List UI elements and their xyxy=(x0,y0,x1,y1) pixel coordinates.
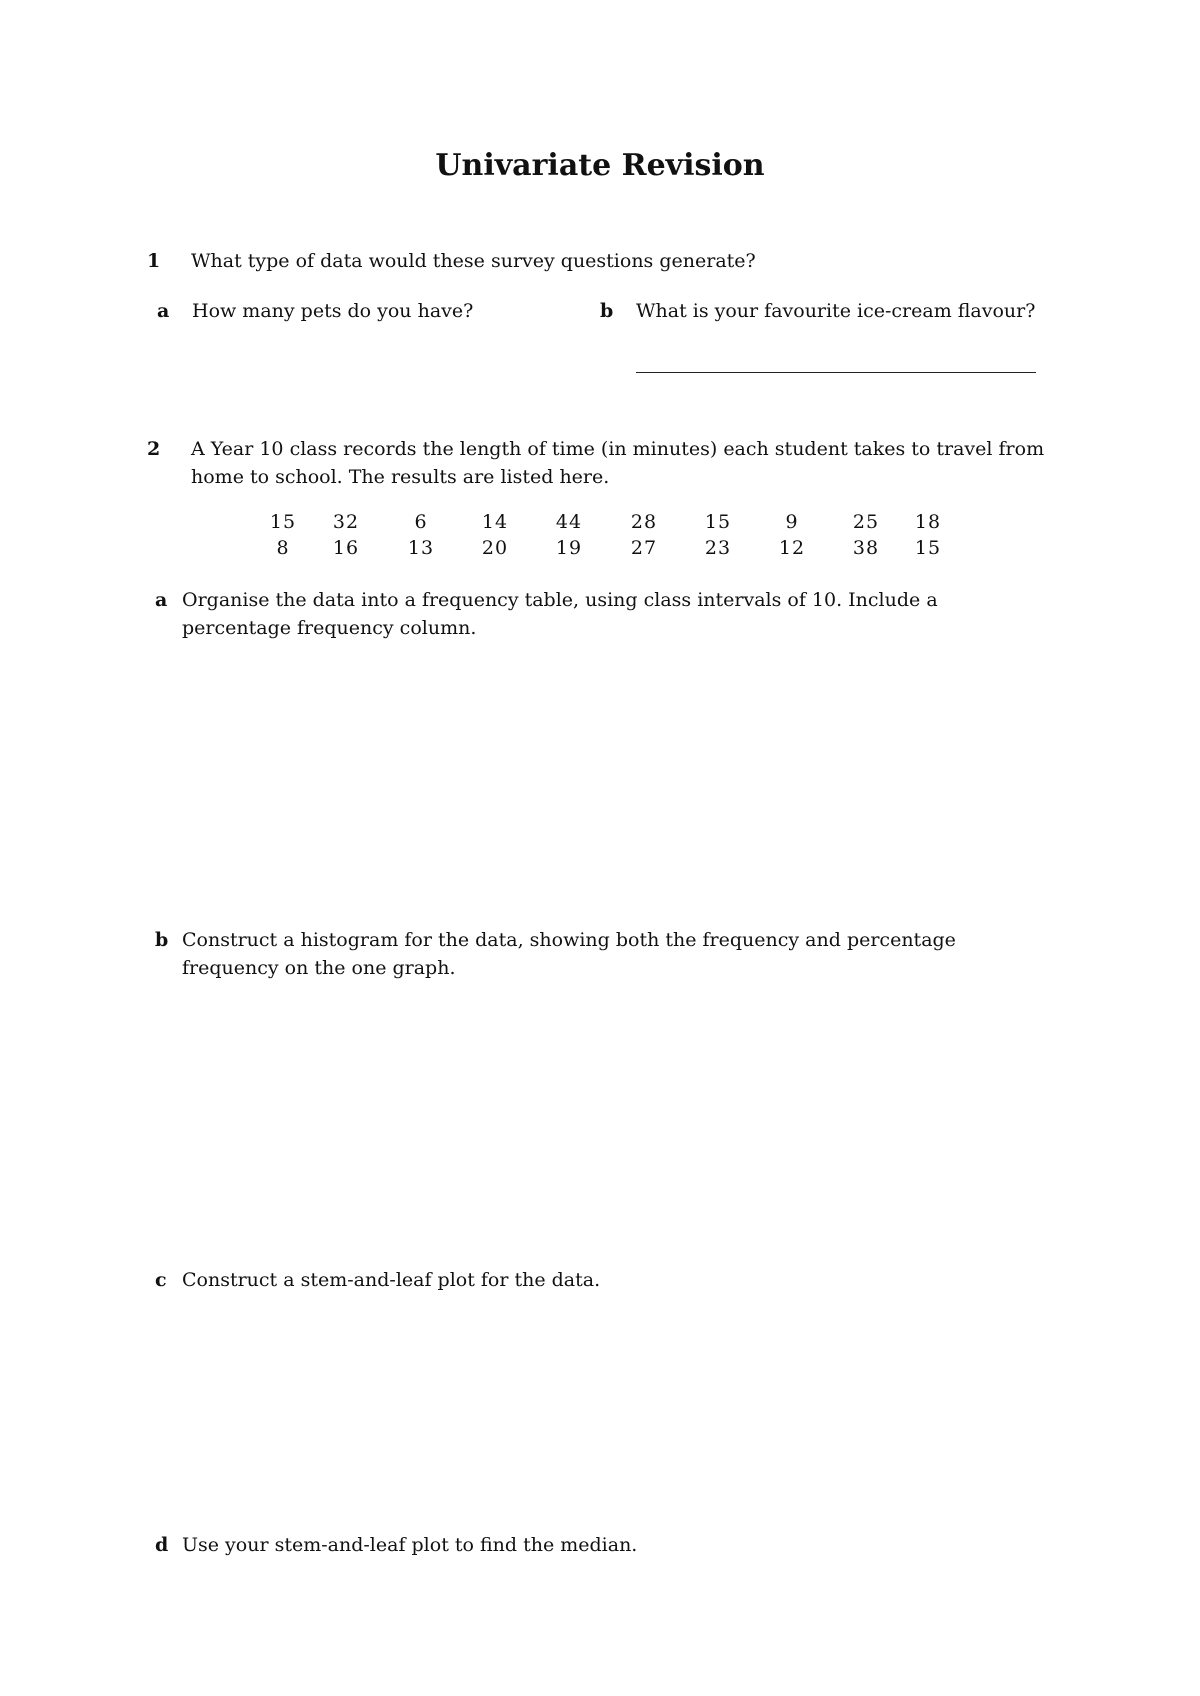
data-value: 23 xyxy=(704,537,732,559)
question-2-text: A Year 10 class records the length of time (in minutes) each student takes to travel from home to school. The results are listed here. xyxy=(191,438,1045,488)
question-2d-text: Use your stem-and-leaf plot to find the median. xyxy=(182,1534,638,1556)
question-2-number: 2 xyxy=(147,438,161,460)
data-value: 12 xyxy=(778,537,806,559)
data-value: 19 xyxy=(555,537,583,559)
question-2c-label: c xyxy=(155,1269,167,1291)
data-value: 15 xyxy=(269,511,297,533)
data-row-2 xyxy=(0,534,1200,562)
data-value: 13 xyxy=(407,537,435,559)
data-value: 16 xyxy=(332,537,360,559)
data-value: 28 xyxy=(630,511,658,533)
question-2b-label: b xyxy=(155,929,169,951)
data-row-1 xyxy=(0,508,1200,536)
question-2b-text: Construct a histogram for the data, showing both the frequency and percentage frequency on the one graph. xyxy=(182,929,956,979)
question-2d-label: d xyxy=(155,1534,169,1556)
data-value: 20 xyxy=(481,537,509,559)
question-1-number: 1 xyxy=(147,250,161,272)
question-1a-text: How many pets do you have? xyxy=(192,300,474,322)
data-value: 27 xyxy=(630,537,658,559)
data-value: 14 xyxy=(481,511,509,533)
data-value: 6 xyxy=(414,511,428,533)
question-1a-label: a xyxy=(157,300,170,322)
answer-line xyxy=(636,372,1036,373)
data-value: 8 xyxy=(276,537,290,559)
page-title: Univariate Revision xyxy=(435,148,765,183)
data-value: 15 xyxy=(914,537,942,559)
data-value: 44 xyxy=(555,511,583,533)
data-value: 15 xyxy=(704,511,732,533)
question-1b-label: b xyxy=(600,300,614,322)
question-2a-text: Organise the data into a frequency table, using class intervals of 10. Include a percentage frequency column. xyxy=(182,589,938,639)
question-2c-text: Construct a stem-and-leaf plot for the data. xyxy=(182,1269,601,1291)
data-value: 25 xyxy=(852,511,880,533)
question-1-text: What type of data would these survey questions generate? xyxy=(191,250,756,272)
data-value: 38 xyxy=(852,537,880,559)
question-2a-label: a xyxy=(155,589,168,611)
data-value: 18 xyxy=(914,511,942,533)
question-1b-text: What is your favourite ice-cream flavour? xyxy=(636,300,1036,322)
data-value: 32 xyxy=(332,511,360,533)
data-value: 9 xyxy=(785,511,799,533)
